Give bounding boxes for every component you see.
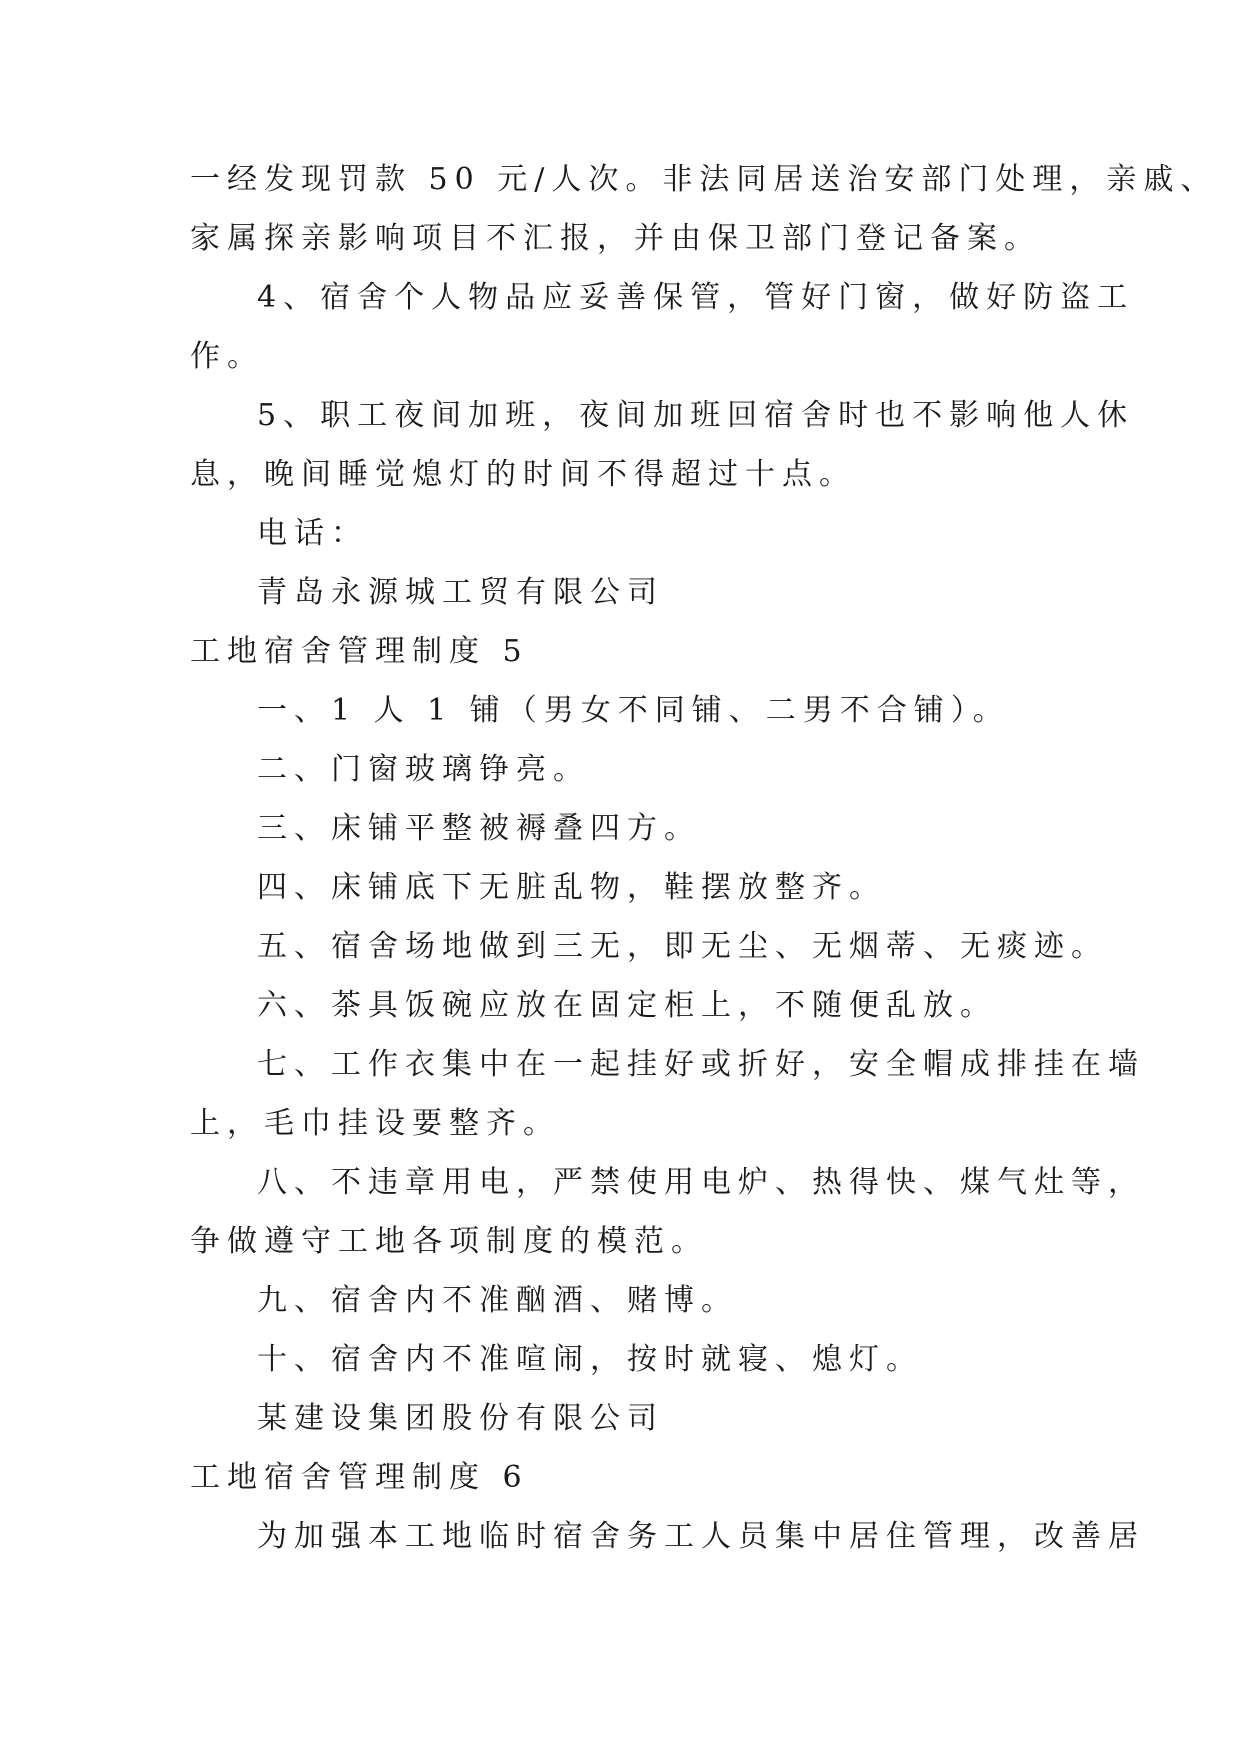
rule-item-4: 四、床铺底下无脏乱物，鞋摆放整齐。 <box>257 870 886 905</box>
body-text-line: 息，晚间睡觉熄灯的时间不得超过十点。 <box>190 457 856 492</box>
rule-item-1: 一、1 人 1 铺（男女不同铺、二男不合铺）。 <box>257 693 1010 728</box>
rule-item-3: 三、床铺平整被褥叠四方。 <box>257 811 701 846</box>
rule-item-5: 5、职工夜间加班，夜间加班回宿舍时也不影响他人休 <box>257 398 1135 433</box>
rule-item-9: 九、宿舍内不准酗酒、赌博。 <box>257 1283 738 1318</box>
rule-item-5: 五、宿舍场地做到三无，即无尘、无烟蒂、无痰迹。 <box>257 929 1108 964</box>
rule-item-4: 4、宿舍个人物品应妥善保管，管好门窗，做好防盗工 <box>257 280 1135 315</box>
rule-item-10: 十、宿舍内不准喧闹，按时就寝、熄灯。 <box>257 1342 923 1377</box>
rule-item-8: 八、不违章用电，严禁使用电炉、热得快、煤气灶等， <box>257 1165 1145 1200</box>
document-body <box>190 150 1218 1566</box>
rule-item-2: 二、门窗玻璃铮亮。 <box>257 752 590 787</box>
rule-item-7: 七、工作衣集中在一起挂好或折好，安全帽成排挂在墙 <box>257 1047 1145 1082</box>
company-name: 某建设集团股份有限公司 <box>257 1401 664 1436</box>
company-name: 青岛永源城工贸有限公司 <box>257 575 664 610</box>
body-text-line: 争做遵守工地各项制度的模范。 <box>190 1224 708 1259</box>
section-heading: 工地宿舍管理制度 6 <box>190 1460 529 1495</box>
rule-item-6: 六、茶具饭碗应放在固定柜上，不随便乱放。 <box>257 988 997 1023</box>
phone-label: 电话： <box>257 516 368 551</box>
section-heading: 工地宿舍管理制度 5 <box>190 634 529 669</box>
body-text-line: 上，毛巾挂设要整齐。 <box>190 1106 560 1141</box>
body-text-line: 为加强本工地临时宿舍务工人员集中居住管理，改善居 <box>257 1519 1145 1554</box>
body-text-line: 作。 <box>190 339 264 374</box>
body-text-line: 家属探亲影响项目不汇报，并由保卫部门登记备案。 <box>190 221 1041 256</box>
body-text-line: 一经发现罚款 50 元/人次。非法同居送治安部门处理，亲戚、 <box>190 162 1218 197</box>
